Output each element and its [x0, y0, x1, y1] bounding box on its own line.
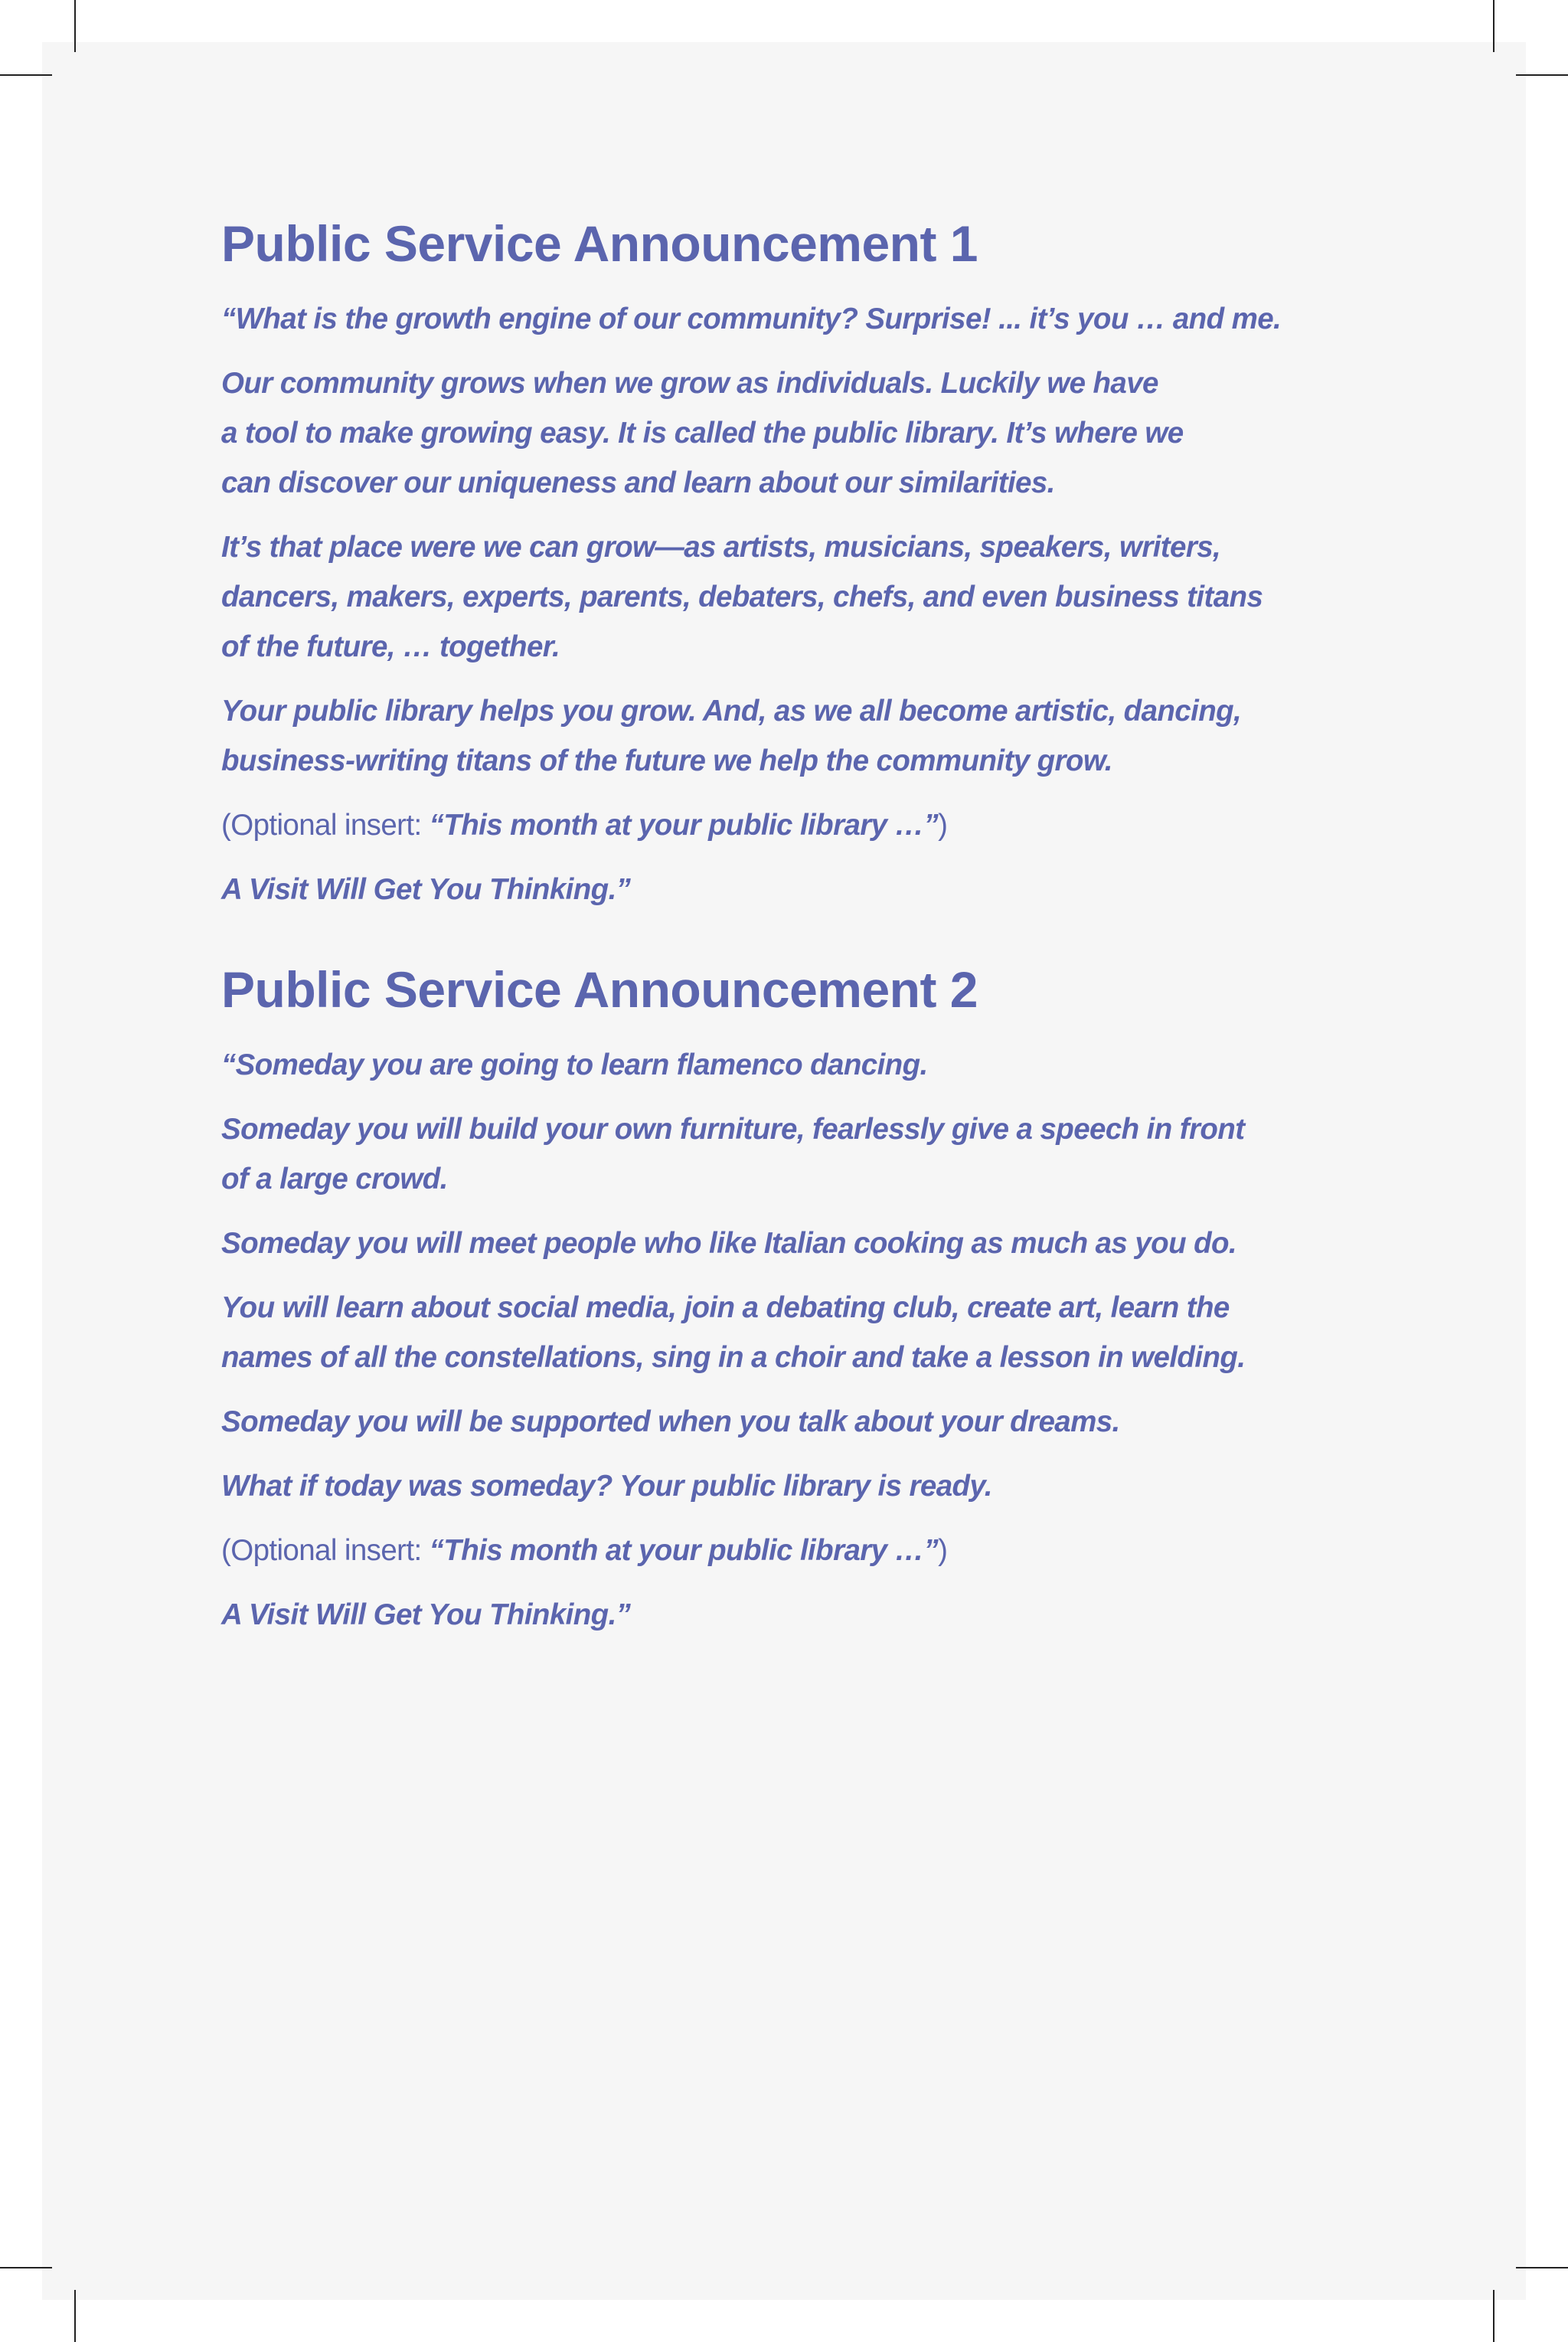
psa-1-title: Public Service Announcement 1: [221, 215, 978, 272]
psa-1-optional-insert: [221, 800, 1370, 850]
optional-insert-suffix: ): [938, 809, 948, 842]
crop-mark-top-right-horizontal: [1516, 74, 1568, 76]
crop-mark-bottom-right: [1493, 2290, 1494, 2342]
crop-mark-bottom-left: [74, 2290, 76, 2342]
psa-1-paragraph: Our community grows when we grow as individuals. Luckily we have a tool to make growing easy. It is called the public library. It’s where we can discover our uniqueness and learn about our similarities.: [221, 367, 1184, 499]
optional-insert-quote: “This month at your public library …”: [429, 809, 939, 842]
psa-2-section: [221, 960, 1370, 1640]
psa-1-paragraph: Your public library helps you grow. And, as we all become artistic, dancing, business-writing titans of the future we help the community grow.: [221, 695, 1242, 777]
psa-1-section: [221, 214, 1370, 914]
psa-2-paragraph: What if today was someday? Your public library is ready.: [221, 1470, 992, 1503]
crop-mark-top-left-horizontal: [0, 74, 52, 76]
psa-2-paragraph: Someday you will meet people who like Italian cooking as much as you do.: [221, 1227, 1237, 1260]
psa-2-optional-insert: [221, 1526, 1370, 1575]
optional-insert-prefix: (Optional insert:: [221, 1534, 430, 1567]
crop-mark-bottom-right-horizontal: [1516, 2267, 1568, 2268]
psa-2-paragraph: Someday you will build your own furniture, fearlessly give a speech in front of a large crowd.: [221, 1113, 1245, 1196]
crop-mark-bottom-left-horizontal: [0, 2267, 52, 2268]
psa-2-paragraph: Someday you will be supported when you talk about your dreams.: [221, 1405, 1120, 1438]
psa-2-paragraph: You will learn about social media, join a debating club, create art, learn the names of all the constellations, sing in a choir and take a lesson in welding.: [221, 1291, 1246, 1374]
crop-mark-top-right: [1493, 0, 1494, 52]
optional-insert-prefix: (Optional insert:: [221, 809, 430, 842]
psa-2-title: Public Service Announcement 2: [221, 961, 978, 1018]
psa-2-paragraph: “Someday you are going to learn flamenco dancing.: [221, 1048, 928, 1081]
psa-1-paragraph: It’s that place were we can grow—as artists, musicians, speakers, writers, dancers, makers, experts, parents, debaters, chefs, and even business titans of the future, … together.: [221, 531, 1263, 663]
announcements-content: [221, 214, 1370, 1654]
crop-mark-top-left: [74, 0, 76, 52]
optional-insert-quote: “This month at your public library …”: [429, 1534, 939, 1567]
optional-insert-suffix: ): [938, 1534, 948, 1567]
psa-1-closing: A Visit Will Get You Thinking.”: [221, 873, 631, 906]
psa-2-closing: A Visit Will Get You Thinking.”: [221, 1598, 631, 1631]
psa-1-paragraph: “What is the growth engine of our community? Surprise! ... it’s you … and me.: [221, 303, 1282, 335]
